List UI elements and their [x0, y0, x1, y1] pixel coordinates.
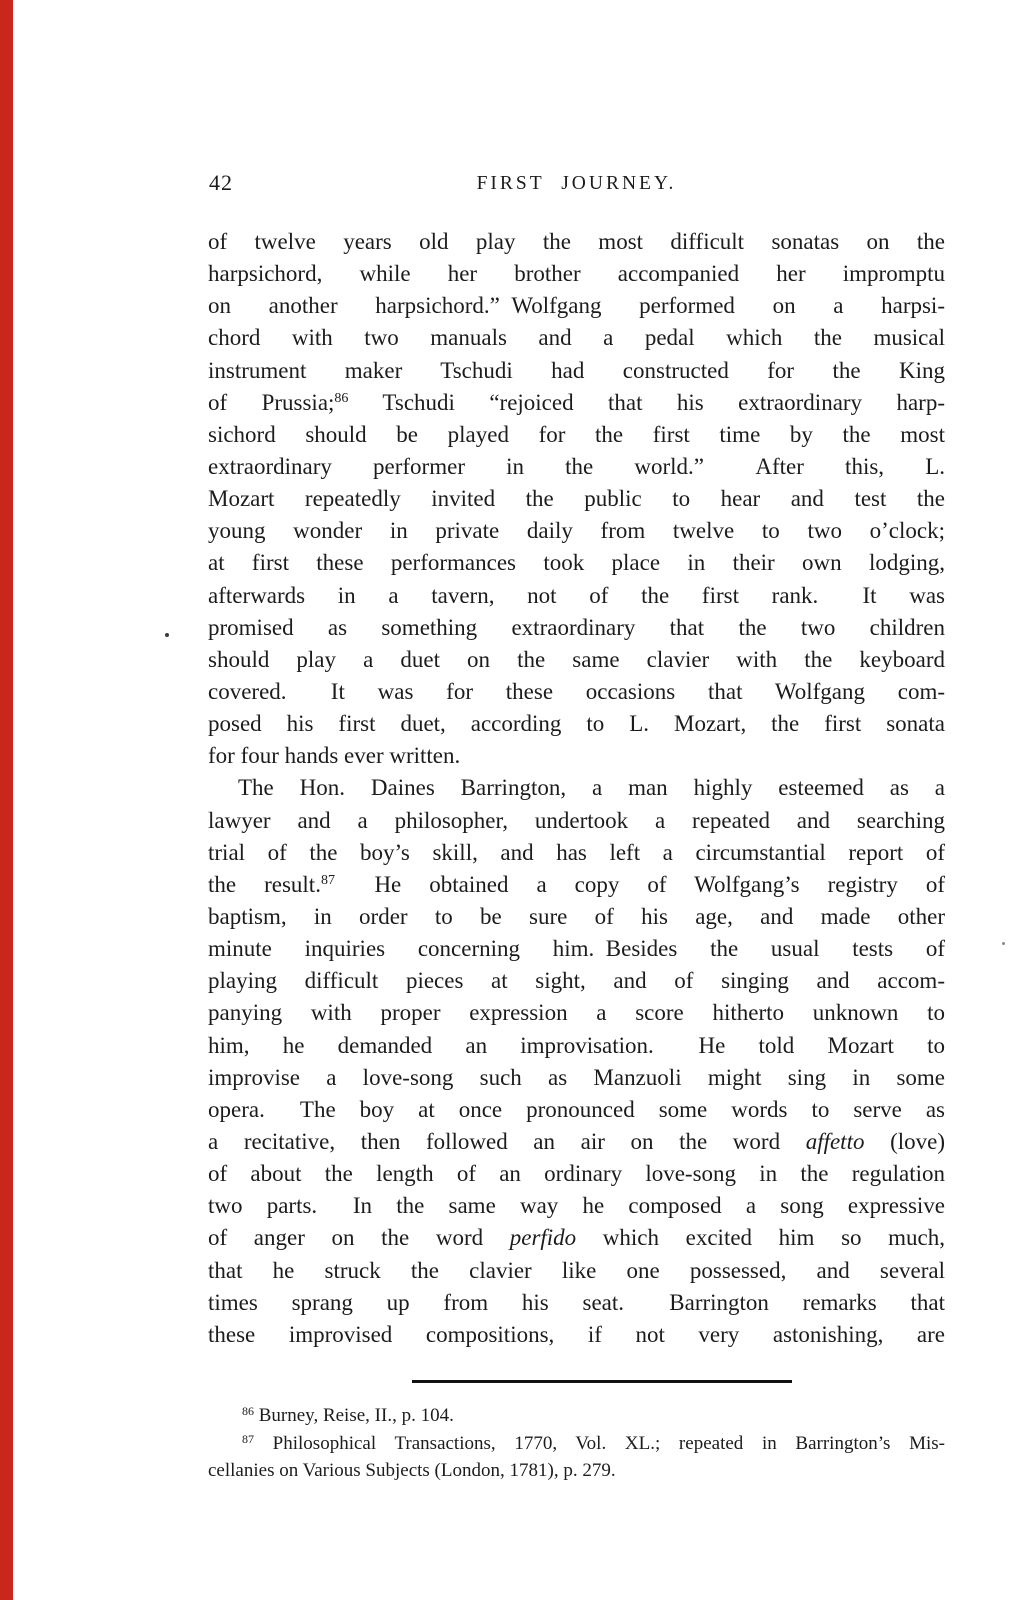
footnotes: [208, 1402, 945, 1485]
scan-speck: [165, 633, 169, 637]
text-line: minute inquiries concerning him. Besides the usual tests of: [208, 936, 945, 962]
text-line: a recitative, then followed an air on the word affetto (love): [208, 1128, 945, 1154]
text-line: him, he demanded an improvisation. He told Mozart to: [208, 1032, 945, 1058]
scan-edge-stripe: [0, 0, 13, 1600]
footnote-marker: 87: [242, 1431, 254, 1446]
text-line: should play a duet on the same clavier with the keyboard: [208, 646, 945, 672]
text-line: at first these performances took place in their own lodging,: [208, 550, 945, 576]
text-line: times sprang up from his seat. Barrington remarks that: [208, 1289, 945, 1315]
text-line: baptism, in order to be sure of his age, and made other: [208, 903, 945, 929]
text-line: afterwards in a tavern, not of the first rank. It was: [208, 582, 945, 608]
body-text: [208, 226, 945, 1351]
text-line: covered. It was for these occasions that Wolfgang com-: [208, 678, 945, 704]
text-line: of about the length of an ordinary love-song in the regulation: [208, 1161, 945, 1187]
footnote-marker: 86: [334, 390, 349, 406]
text-line: Mozart repeatedly invited the public to hear and test the: [208, 486, 945, 512]
text-line: harpsichord, while her brother accompanied her impromptu: [208, 261, 945, 287]
text-line: of Prussia;$^{86}$ Tschudi “rejoiced that his extraordinary harp-: [208, 389, 946, 415]
text-line: panying with proper expression a score hitherto unknown to: [208, 1000, 945, 1026]
text-line: trial of the boy’s skill, and has left a circumstantial report of: [208, 839, 945, 865]
text-line: lawyer and a philosopher, undertook a repeated and searching: [208, 807, 945, 833]
text-line: the result.$^{87}$ He obtained a copy of Wolfgang’s registry of: [208, 871, 945, 897]
text-line: sichord should be played for the first time by the most: [208, 421, 945, 447]
text-line: for four hands ever written.: [208, 743, 461, 769]
page-number: 42: [209, 170, 233, 195]
text-line: improvise a love-song such as Manzuoli might sing in some: [208, 1064, 945, 1090]
text-line: that he struck the clavier like one possessed, and several: [208, 1257, 945, 1283]
text-line: extraordinary performer in the world.” After this, L.: [208, 453, 945, 479]
text-line: playing difficult pieces at sight, and of singing and accom-: [208, 968, 945, 994]
scan-speck: [1002, 942, 1005, 945]
text-line: $^{87}$ Philosophical Transactions, 1770, Vol. XL.; repeated in Barrington’s Mis-: [242, 1431, 945, 1454]
text-line: of twelve years old play the most difficult sonatas on the: [208, 229, 945, 254]
text-line: two parts. In the same way he composed a song expressive: [208, 1193, 945, 1219]
text-line: on another harpsichord.” Wolfgang performed on a harpsi-: [208, 293, 945, 319]
text-line: $^{86}$ Burney, Reise, II., p. 104.: [242, 1404, 454, 1426]
text-line: The Hon. Daines Barrington, a man highly esteemed as a: [238, 775, 945, 801]
text-line: instrument maker Tschudi had constructed for the King: [208, 357, 945, 383]
text-line: these improvised compositions, if not very astonishing, are: [208, 1321, 945, 1347]
italic-term: affetto: [805, 1128, 865, 1154]
running-head: FIRST JOURNEY.: [476, 173, 677, 194]
footnote-rule: [412, 1380, 792, 1383]
footnote-marker: 87: [320, 872, 335, 888]
text-line: opera. The boy at once pronounced some words to serve as: [208, 1096, 945, 1122]
text-line: posed his first duet, according to L. Mozart, the first sonata: [208, 711, 945, 737]
text-line: young wonder in private daily from twelve to two o’clock;: [208, 518, 945, 544]
text-line: promised as something extraordinary that the two children: [208, 614, 945, 640]
text-line: of anger on the word perfido which excited him so much,: [208, 1225, 945, 1251]
text-line: cellanies on Various Subjects (London, 1781), p. 279.: [208, 1460, 616, 1481]
text-line: chord with two manuals and a pedal which the musical: [208, 325, 945, 351]
italic-term: perfido: [509, 1225, 577, 1251]
footnote-marker: 86: [242, 1404, 254, 1418]
